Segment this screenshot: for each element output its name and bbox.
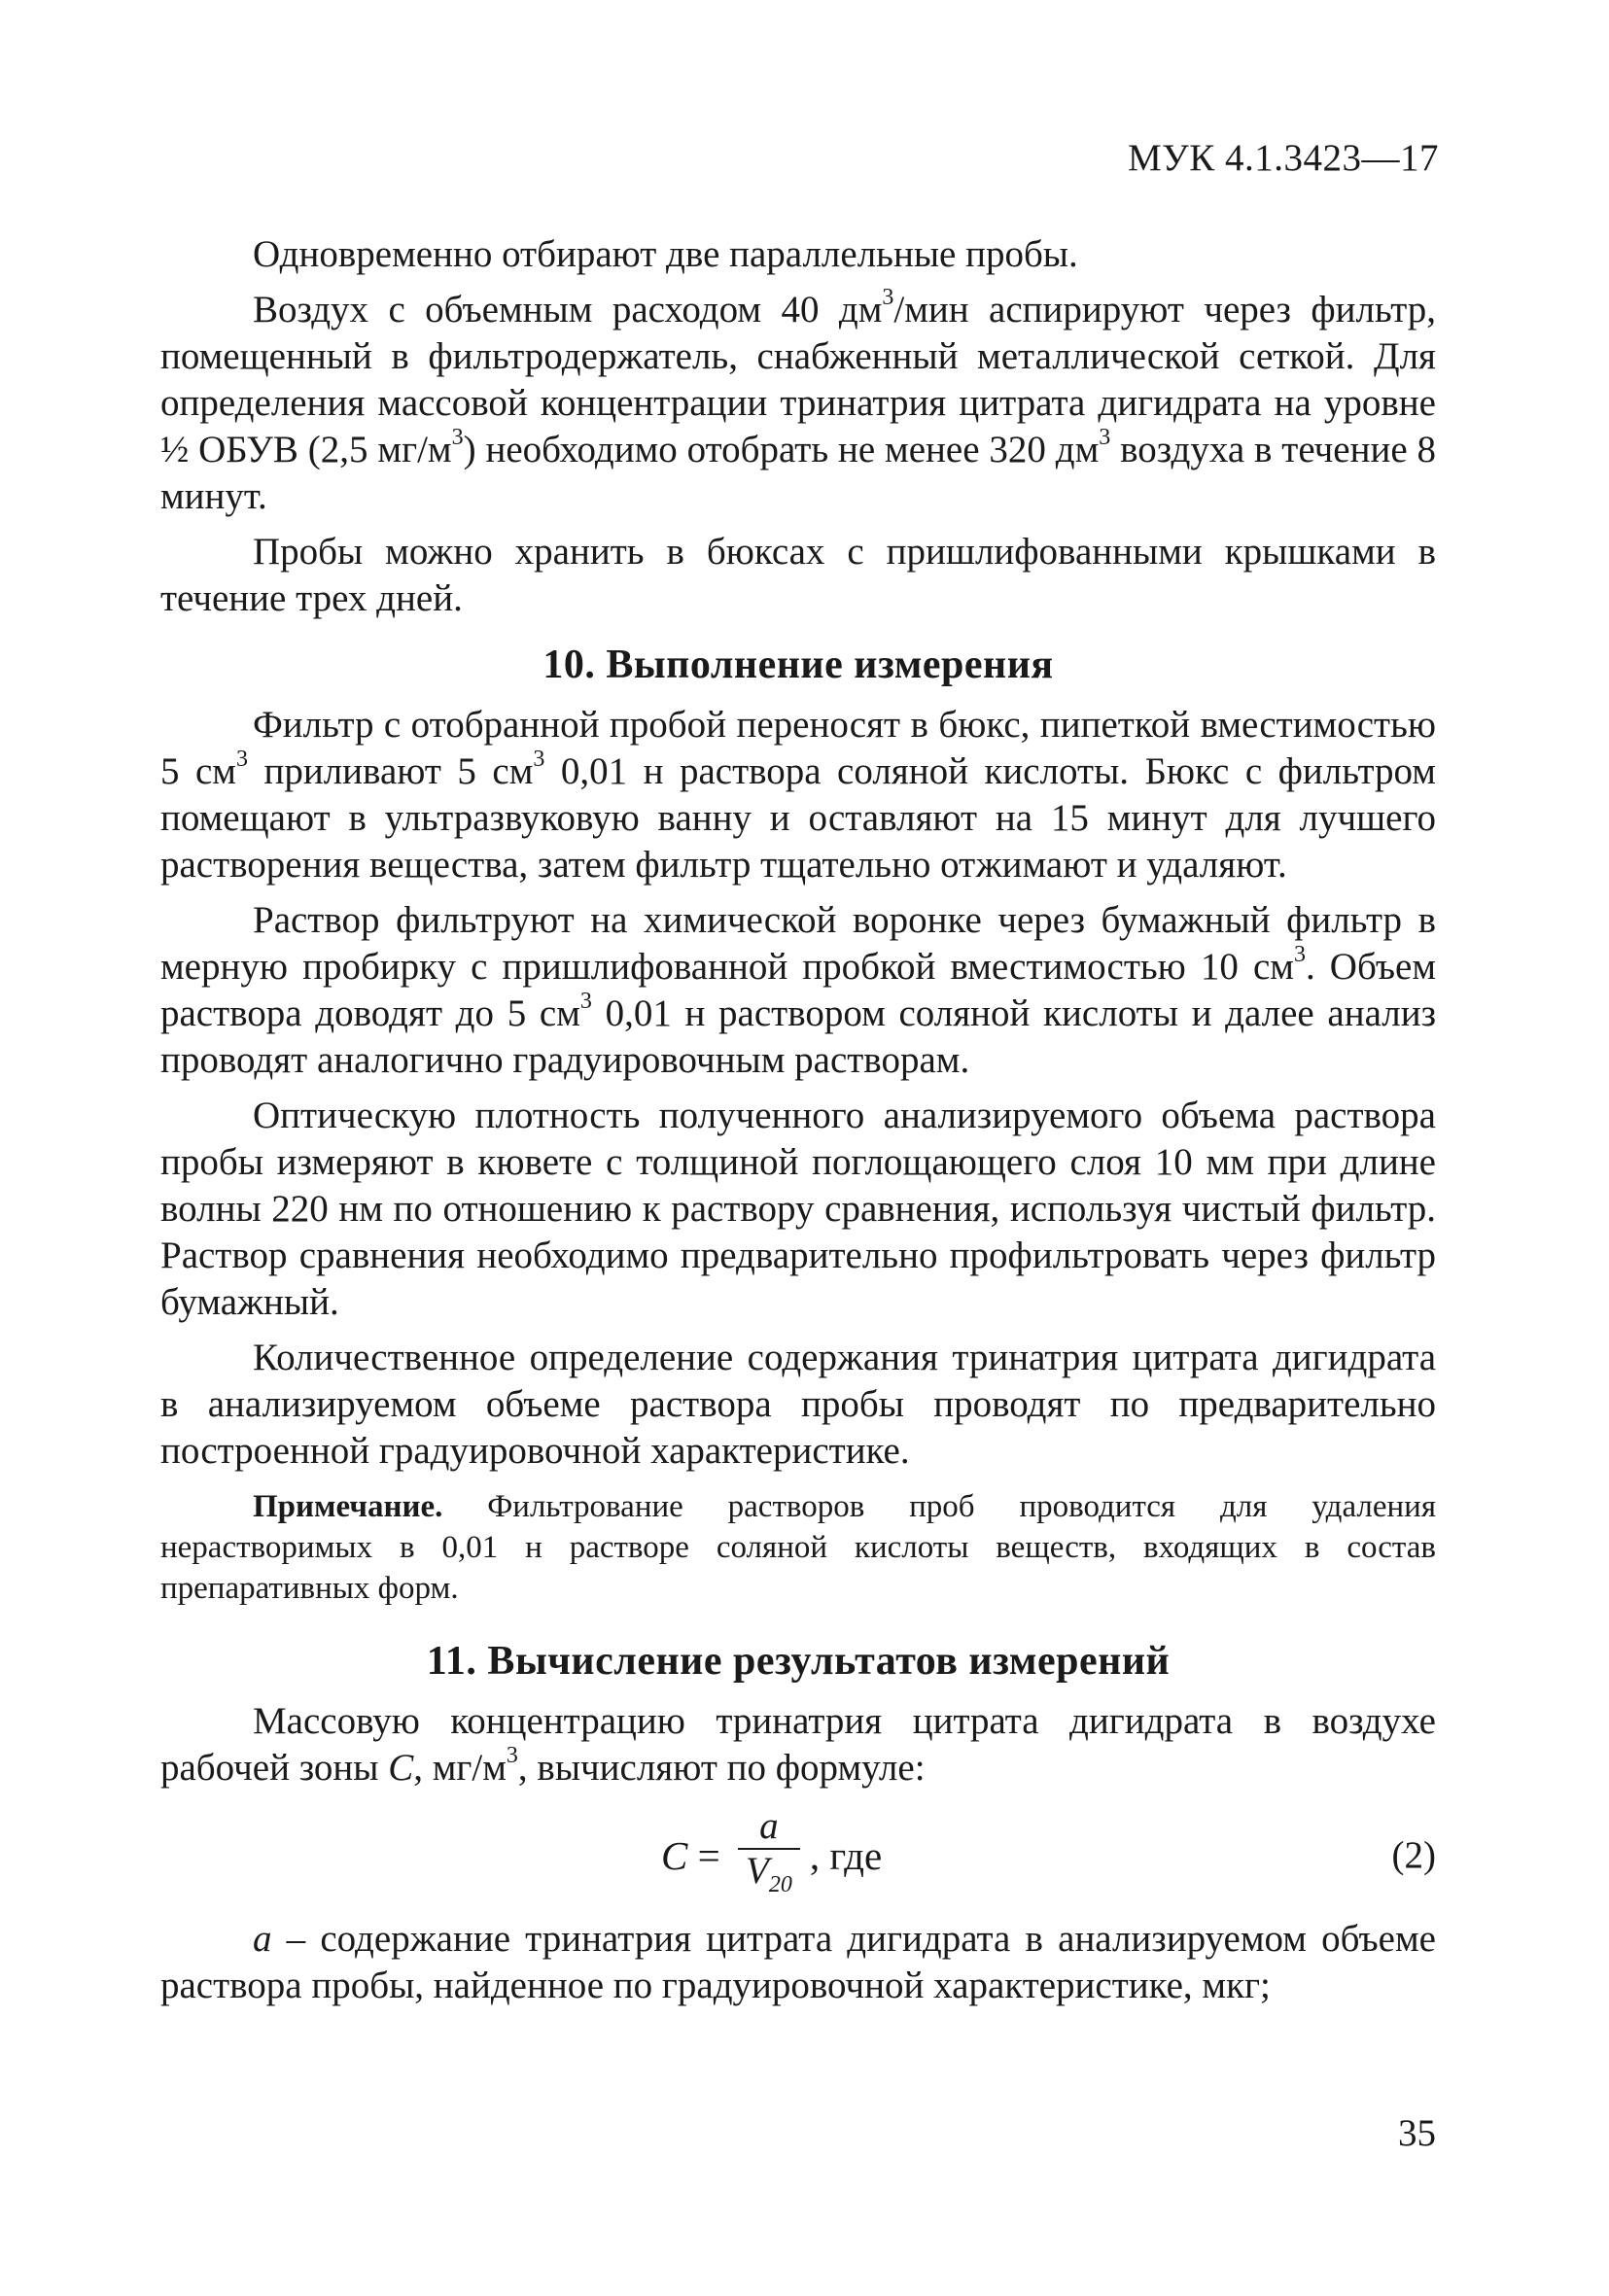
- formula-suffix: , где: [809, 1833, 883, 1878]
- paragraph-filter-transfer: Фильтр с отобранной пробой переносят в бюкс, пипеткой вместимостью 5 $см^3$ приливают 5 $см^3$ 0,01 н раствора соляной кислоты. Бюкс с фильтром помещают в ультразвуковую ванну и оставляют на 15 минут для лучшего растворения вещества, затем фильтр тщательно отжимают и удаляют.: [160, 704, 1436, 886]
- paragraph-parallel-samples: Одновременно отбирают две параллельные пробы.: [253, 233, 1078, 275]
- paragraph-sample-storage: Пробы можно хранить в бюксах с пришлифованными крышками в течение трех дней.: [160, 531, 1436, 619]
- formula-lhs: С: [661, 1833, 688, 1878]
- paragraph-optical-density: Оптическую плотность полученного анализируемого объема раствора пробы измеряют в кювете с толщиной поглощающего слоя 10 мм при длине волны 220 нм по отношению к раствору сравнения, используя чистый фильтр. Раствор сравнения необходимо предварительно профильтровать через фильтр бумажный.: [160, 1095, 1436, 1323]
- formula-fraction: [738, 1805, 800, 1906]
- formula-expression: [661, 1803, 882, 1908]
- note: [160, 1486, 1436, 1609]
- formula-number: (2): [1391, 1834, 1436, 1876]
- document-code-header: МУК 4.1.3423—17: [1127, 137, 1439, 179]
- document-body: [160, 231, 1436, 2018]
- paragraph-variable-a-definition: a – содержание тринатрия цитрата дигидрата в анализируемом объеме раствора пробы, найденное по градуировочной характеристике, мкг;: [160, 1918, 1436, 2006]
- page-number: 35: [1398, 2112, 1436, 2154]
- formula-2: [160, 1803, 1436, 1908]
- section-10-heading: 10. Выполнение измерения: [542, 643, 1054, 687]
- formula-numerator: a: [759, 1805, 779, 1848]
- section-11-heading: 11. Вычисление результатов измерений: [426, 1639, 1171, 1684]
- formula-denominator: $V_{20}$: [738, 1848, 800, 1906]
- paragraph-solution-filtering: Раствор фильтруют на химической воронке через бумажный фильтр в мерную пробирку с пришлифованной пробкой вместимостью 10 $см^3$. Объем раствора доводят до 5 $см^3$ 0,01 н раствором соляной кислоты и далее анализ проводят аналогично градуировочным растворам.: [160, 899, 1437, 1081]
- paragraph-quantitative-determination: Количественное определение содержания тринатрия цитрата дигидрата в анализируемом объеме раствора пробы проводят по предварительно построенной градуировочной характеристике.: [160, 1337, 1436, 1472]
- paragraph-air-sampling: Воздух с объемным расходом 40 $дм^3$/мин аспирируют через фильтр, помещенный в фильтродержатель, снабженный металлической сеткой. Для определения массовой концентрации тринатрия цитрата дигидрата на уровне ½ ОБУВ (2,5 $мг/м^3$) необходимо отобрать не менее 320 $дм^3$ воздуха в течение 8 минут.: [160, 285, 1437, 517]
- note-text: Фильтрование растворов проб проводится для удаления нерастворимых в 0,01 н растворе соляной кислоты веществ, входящих в состав препаративных форм.: [160, 1489, 1436, 1606]
- paragraph-calculation-intro: Массовую концентрацию тринатрия цитрата дигидрата в воздухе рабочей зоны С, $мг/м^3$, вычисляют по формуле:: [160, 1700, 1436, 1789]
- note-label: Примечание.: [253, 1489, 443, 1524]
- formula-equals: =: [687, 1833, 730, 1878]
